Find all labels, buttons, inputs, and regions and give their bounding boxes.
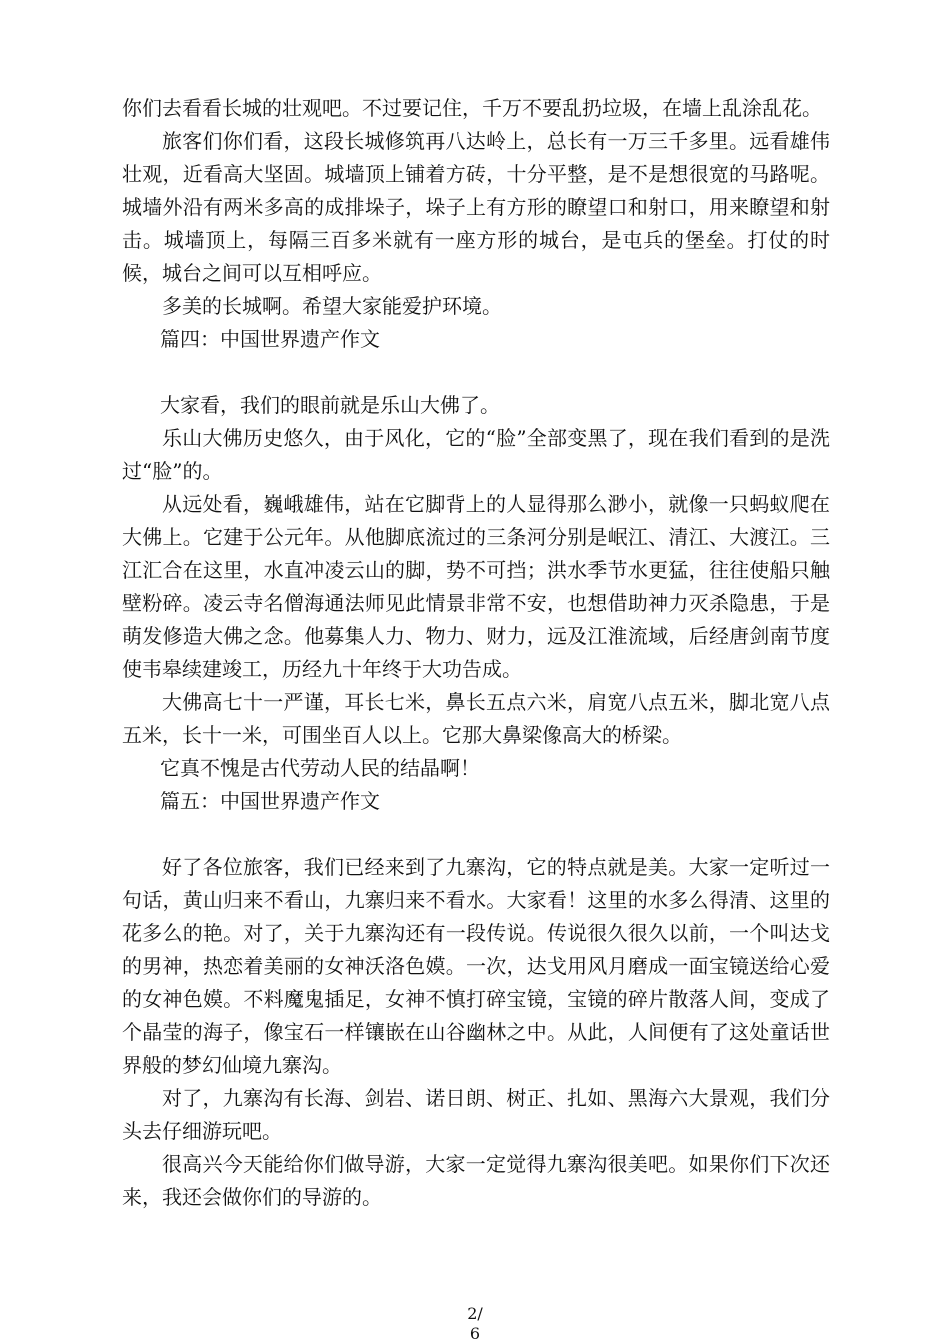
paragraph-great-wall-intro: 你们去看看长城的壮观吧。不过要记住，千万不要乱扔垃圾，在墙上乱涂乱花。 — [122, 96, 822, 120]
section-heading-4: 篇四：中国世界遗产作文 — [160, 327, 380, 351]
paragraph-great-wall-conclusion: 多美的长城啊。希望大家能爱护环境。 — [162, 294, 502, 318]
paragraph-jiuzhaigou-sights: 对了，九寨沟有长海、剑岩、诺日朗、树正、扎如、黑海六大景观，我们分头去仔细游玩吧。 — [122, 1086, 830, 1143]
paragraph-jiuzhaigou-intro: 好了各位旅客，我们已经来到了九寨沟，它的特点就是美。大家一定听过一句话，黄山归来不看山，九寨归来不看水。大家看！这里的水多么得清、这里的花多么的艳。对了，关于九寨沟还有一段传说。传说很久很久以前，一个叫达戈的男神，热恋着美丽的女神沃洛色嫫。一次，达戈用风月磨成一面宝镜送给心爱的女神色嫫。不料魔鬼插足，女神不慎打碎宝镜，宝镜的碎片散落人间，变成了个晶莹的海子，像宝石一样镶嵌在山谷幽林之中。从此，人间便有了这处童话世界般的梦幻仙境九寨沟。 — [122, 855, 830, 1077]
section-heading-5: 篇五：中国世界遗产作文 — [160, 789, 380, 813]
paragraph-leshan-conclusion: 它真不愧是古代劳动人民的结晶啊！ — [160, 756, 480, 780]
paragraph-jiuzhaigou-conclusion: 很高兴今天能给你们做导游，大家一定觉得九寨沟很美吧。如果你们下次还来，我还会做你们的导游的。 — [122, 1152, 830, 1209]
page-number — [0, 1304, 950, 1344]
paragraph-leshan-description: 从远处看，巍峨雄伟，站在它脚背上的人显得那么渺小，就像一只蚂蚁爬在大佛上。它建于公元年。从他脚底流过的三条河分别是岷江、清江、大渡江。三江汇合在这里，水直冲凌云山的脚，势不可挡；洪水季节水更猛，往往使船只触壁粉碎。凌云寺名僧海通法师见此情景非常不安，也想借助神力灭杀隐患，于是萌发修造大佛之念。他募集人力、物力、财力，远及江淮流域，后经唐剑南节度使韦皋续建竣工，历经九十年终于大功告成。 — [122, 492, 830, 681]
paragraph-leshan-history: 乐山大佛历史悠久，由于风化，它的“脸”全部变黑了，现在我们看到的是洗过“脸”的。 — [122, 426, 830, 483]
paragraph-great-wall-description: 旅客们你们看，这段长城修筑再八达岭上，总长有一万三千多里。远看雄伟壮观，近看高大坚固。城墙顶上铺着方砖，十分平整，是不是想很宽的马路呢。城墙外沿有两米多高的成排垛子，垛子上有方形的瞭望口和射口，用来瞭望和射击。城墙顶上，每隔三百多米就有一座方形的城台，是屯兵的堡垒。打仗的时候，城台之间可以互相呼应。 — [122, 129, 830, 285]
section-spacer — [122, 356, 830, 389]
paragraph-leshan-intro: 大家看，我们的眼前就是乐山大佛了。 — [160, 393, 500, 417]
page-number-total: 6 — [469, 1324, 481, 1343]
page-number-current: 2/ — [467, 1304, 483, 1323]
document-body — [122, 92, 830, 1214]
paragraph-leshan-dimensions: 大佛高七十一严谨，耳长七米，鼻长五点六米，肩宽八点五米，脚北宽八点五米，长十一米，可围坐百人以上。它那大鼻梁像高大的桥梁。 — [122, 690, 830, 747]
section-spacer — [122, 818, 830, 851]
